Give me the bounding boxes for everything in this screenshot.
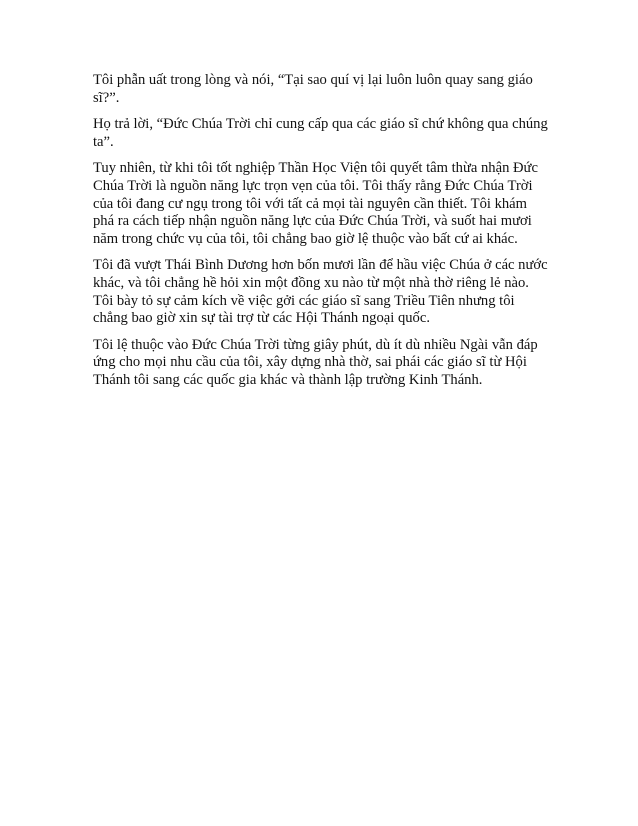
- document-body: [93, 72, 551, 399]
- paragraph-4: Tôi đã vượt Thái Bình Dương hơn bốn mươi lần để hầu việc Chúa ở các nước khác, và tôi chẳng hề hỏi xin một đồng xu nào từ một nhà thờ riêng lẻ nào. Tôi bày tỏ sự cảm kích về việc gởi các giáo sĩ sang Triều Tiên nhưng tôi chẳng bao giờ xin sự tài trợ từ các Hội Thánh ngoại quốc.: [93, 257, 548, 327]
- paragraph-2: Họ trả lời, “Đức Chúa Trời chỉ cung cấp qua các giáo sĩ chứ không qua chúng ta”.: [93, 116, 548, 150]
- paragraph-3: Tuy nhiên, từ khi tôi tốt nghiệp Thần Học Viện tôi quyết tâm thừa nhận Đức Chúa Trời là nguồn năng lực trọn vẹn của tôi. Tôi thấy rằng Đức Chúa Trời của tôi đang cư ngụ trong tôi với tất cả mọi tài nguyên cần thiết. Tôi khám phá ra cách tiếp nhận nguồn năng lực của Đức Chúa Trời, và suốt hai mươi năm trong chức vụ của tôi, tôi chẳng bao giờ lệ thuộc vào bất cứ ai khác.: [93, 160, 538, 247]
- paragraph-5: Tôi lệ thuộc vào Đức Chúa Trời từng giây phút, dù ít dù nhiều Ngài vẫn đáp ứng cho mọi nhu cầu của tôi, xây dựng nhà thờ, sai phái các giáo sĩ từ Hội Thánh tôi sang các quốc gia khác và thành lập trường Kinh Thánh.: [93, 336, 538, 388]
- paragraph-1: Tôi phẫn uất trong lòng và nói, “Tại sao quí vị lại luôn luôn quay sang giáo sĩ?”.: [93, 72, 533, 106]
